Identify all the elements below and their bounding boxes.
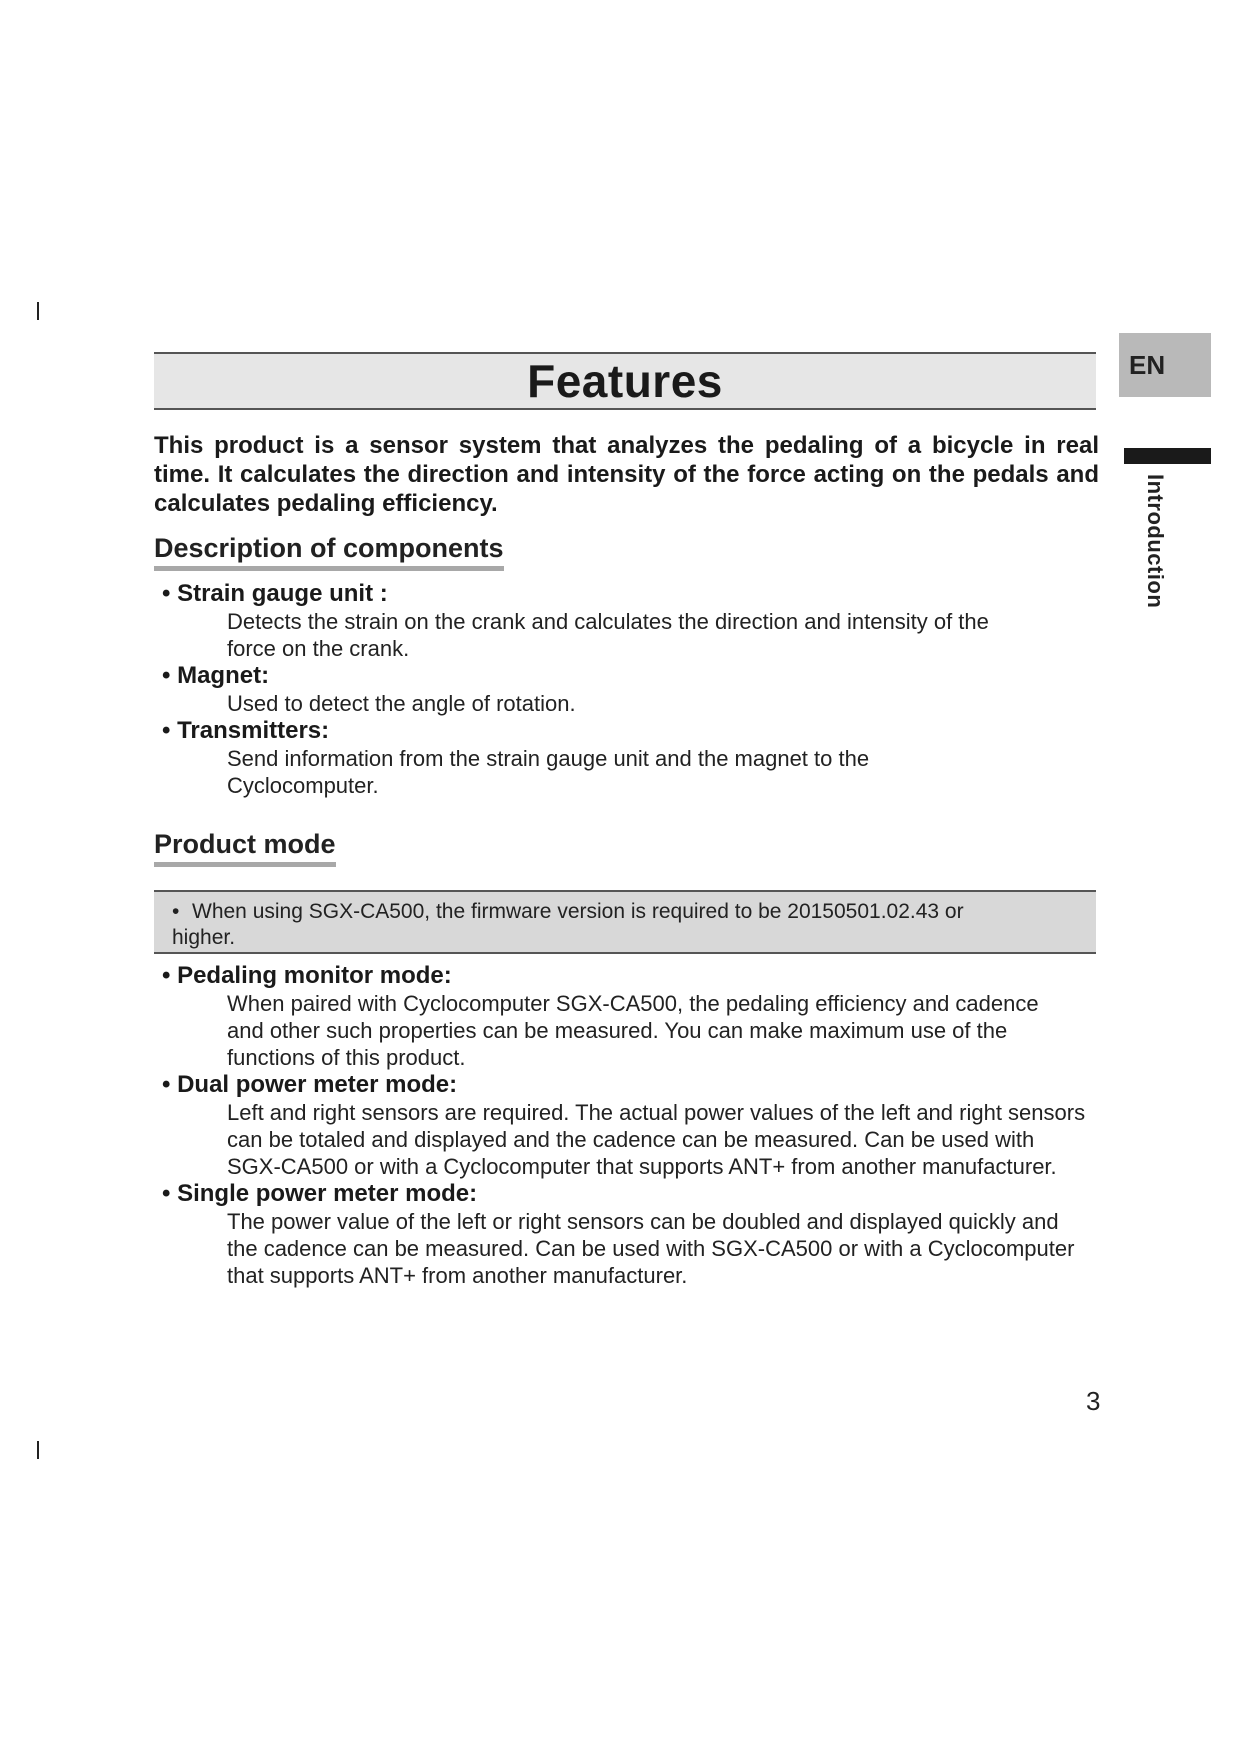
item-description: When paired with Cyclocomputer SGX-CA500, the pedaling efficiency and cadence and other such properties can be measured. You can make maximum use of the functions of this product. xyxy=(227,991,1039,1070)
product-mode-heading: Product mode xyxy=(154,828,336,867)
item-title: • Single power meter mode: xyxy=(162,1180,478,1207)
title-bar xyxy=(154,352,1096,410)
item-description: Used to detect the angle of rotation. xyxy=(227,691,576,716)
crop-mark-top xyxy=(37,302,39,320)
components-heading: Description of components xyxy=(154,532,504,571)
item-description: Left and right sensors are required. The actual power values of the left and right sensors can be totaled and displayed and the cadence can be measured. Can be used with SGX-CA500 or with a Cyclocomputer that supports ANT+ from another manufacturer. xyxy=(227,1100,1086,1179)
list-item xyxy=(162,662,1087,717)
section-tab-bar xyxy=(1124,448,1211,464)
list-item xyxy=(162,717,1087,799)
crop-mark-bottom xyxy=(37,1441,39,1459)
page-title: Features xyxy=(527,355,723,407)
item-title: • Magnet: xyxy=(162,662,270,689)
firmware-note xyxy=(154,890,1096,954)
language-tab: EN xyxy=(1119,333,1211,397)
item-title: • Transmitters: xyxy=(162,717,330,744)
item-title: • Dual power meter mode: xyxy=(162,1071,458,1098)
item-title: • Strain gauge unit : xyxy=(162,580,388,607)
list-item xyxy=(162,1180,1087,1289)
section-side-label: Introduction xyxy=(1143,474,1168,609)
page-number: 3 xyxy=(1086,1386,1101,1416)
item-description: Detects the strain on the crank and calculates the direction and intensity of the force on the crank. xyxy=(227,609,989,661)
intro-paragraph: This product is a sensor system that analyzes the pedaling of a bicycle in real time. It calculates the direction and intensity of the force acting on the pedals and calculates pedaling efficiency. xyxy=(154,432,1099,517)
list-item xyxy=(162,1071,1087,1180)
components-list xyxy=(162,580,1087,799)
list-item xyxy=(162,580,1087,662)
item-title: • Pedaling monitor mode: xyxy=(162,962,452,989)
note-text: When using SGX-CA500, the firmware version is required to be 20150501.02.43 or higher. xyxy=(172,900,964,949)
list-item xyxy=(162,962,1087,1071)
item-description: The power value of the left or right sensors can be doubled and displayed quickly and the cadence can be measured. Can be used with SGX-CA500 or with a Cyclocomputer that supports ANT+ from another manufacturer. xyxy=(227,1209,1075,1288)
item-description: Send information from the strain gauge unit and the magnet to the Cyclocomputer. xyxy=(227,746,870,798)
note-bullet: • xyxy=(172,900,180,923)
modes-list xyxy=(162,962,1087,1289)
